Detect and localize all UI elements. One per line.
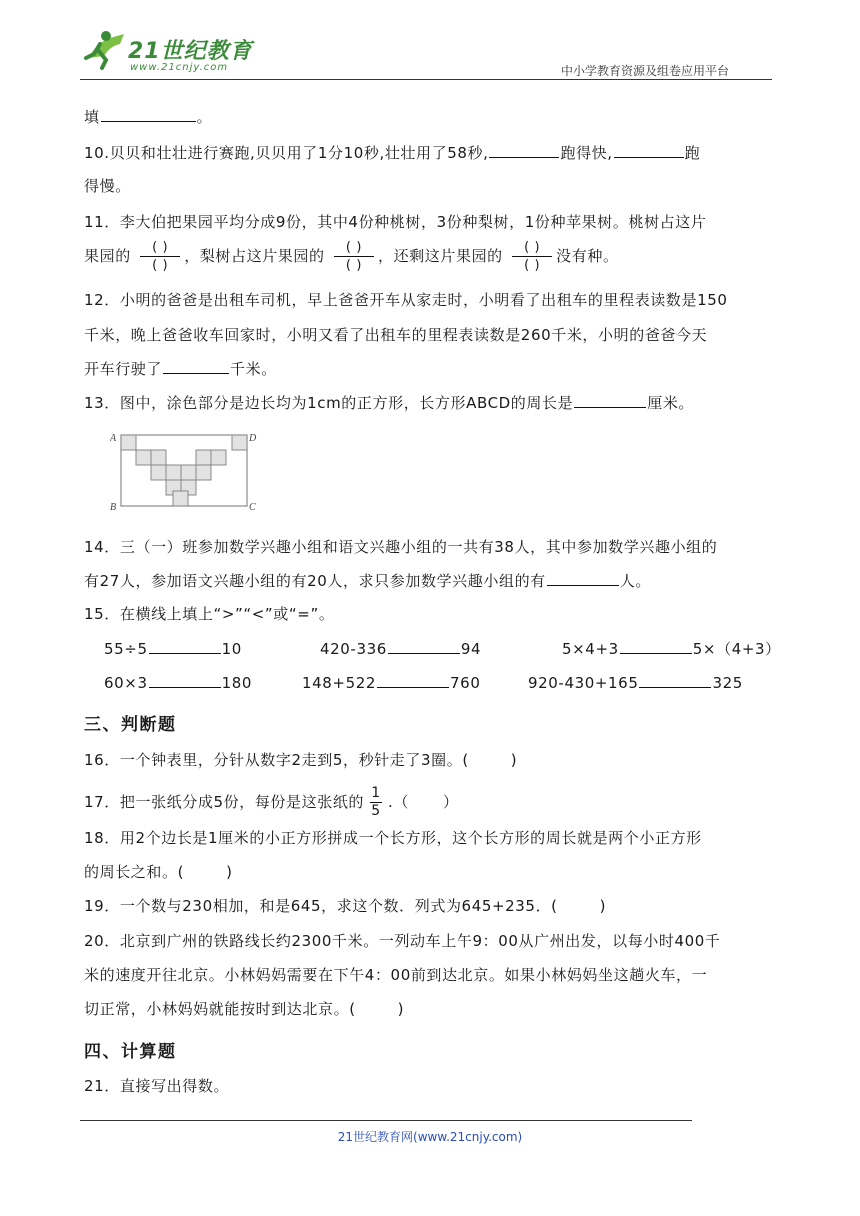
platform-label: 中小学教育资源及组卷应用平台 xyxy=(561,64,730,78)
question-11: 11．李大伯把果园平均分成9份，其中4份种桃树，3份种梨树，1份种苹果树。桃树占这片 xyxy=(84,213,707,231)
answer-blank[interactable] xyxy=(388,638,460,654)
vertex-label-c: C xyxy=(249,502,256,513)
question-17: 17．把一张纸分成5份，每份是这张纸的 $\frac{1}{5}$ .（ ） xyxy=(84,785,459,819)
question-15: 15．在横线上填上“>”“<”或“=”。 xyxy=(84,605,335,623)
logo-url: www.21cnjy.com xyxy=(130,62,229,73)
footer-text: 21世纪教育网(www.21cnjy.com) xyxy=(337,1130,523,1144)
question-12: 12．小明的爸爸是出租车司机，早上爸爸开车从家走时，小明看了出租车的里程表读数是150 xyxy=(84,291,728,309)
compare-item: 148+522 760 xyxy=(302,674,481,692)
question-20-line3: 切正常，小林妈妈就能按时到达北京。( ) xyxy=(84,1000,405,1018)
fraction-blank[interactable]: $\frac{( )}{( )}$ xyxy=(334,240,374,273)
rectangle-abcd-figure xyxy=(110,428,260,514)
logo-text: 21世纪教育 xyxy=(128,39,253,64)
question-10: 10.贝贝和壮壮进行赛跑,贝贝用了1分10秒,壮壮用了58秒, 跑得快, 跑 xyxy=(84,144,701,162)
answer-blank[interactable] xyxy=(149,638,221,654)
answer-blank[interactable] xyxy=(101,106,196,122)
answer-blank[interactable] xyxy=(489,142,559,158)
answer-blank[interactable] xyxy=(547,570,619,586)
question-20: 20．北京到广州的铁路线长约2300千米。一列动车上午9：00从广州出发，以每小时400千 xyxy=(84,932,721,950)
answer-blank[interactable] xyxy=(639,672,711,688)
question-14-line2: 有27人，参加语文兴趣小组的有20人，求只参加数学兴趣小组的有 人。 xyxy=(84,572,651,590)
compare-item: 60×3 180 xyxy=(104,674,253,692)
answer-blank[interactable] xyxy=(620,638,692,654)
fraction-blank[interactable]: $\frac{( )}{( )}$ xyxy=(512,240,552,273)
section-heading-calculation: 四、计算题 xyxy=(84,1042,177,1062)
question-20-line2: 米的速度开往北京。小林妈妈需要在下午4：00前到达北京。如果小林妈妈坐这趟火车，一 xyxy=(84,966,708,984)
answer-blank[interactable] xyxy=(574,392,646,408)
question-18-line2: 的周长之和。( ) xyxy=(84,863,233,881)
question-12-line3: 开车行驶了 千米。 xyxy=(84,360,277,378)
section-heading-judgement: 三、判断题 xyxy=(84,715,177,735)
answer-blank[interactable] xyxy=(163,358,229,374)
answer-blank[interactable] xyxy=(614,142,684,158)
question-11-line2: 果园的 $\frac{( )}{( )}$ ，梨树占这片果园的 $\frac{( )}{( )}$ ，还剩这片果园的 $\frac{( )}{( )}$ 没有种。 xyxy=(84,240,619,273)
question-19: 19．一个数与230相加，和是645，求这个数．列式为645+235．( ) xyxy=(84,897,607,915)
compare-item: 920-430+165 325 xyxy=(528,674,743,692)
question-13: 13．图中，涂色部分是边长均为1cm的正方形，长方形ABCD的周长是 厘米。 xyxy=(84,394,695,412)
compare-item: 5×4+3 5×（4+3） xyxy=(562,640,781,658)
vertex-label-b: B xyxy=(110,502,117,513)
vertex-label-a: A xyxy=(110,433,117,444)
logo-runner-icon xyxy=(80,28,130,72)
fraction-blank[interactable]: $\frac{( )}{( )}$ xyxy=(140,240,180,273)
fraction-one-fifth: $\frac{1}{5}$ xyxy=(371,785,381,819)
question-14: 14．三（一）班参加数学兴趣小组和语文兴趣小组的一共有38人，其中参加数学兴趣小组的 xyxy=(84,538,718,556)
header xyxy=(0,0,860,90)
question-10-line2: 得慢。 xyxy=(84,177,131,195)
compare-item: 420-336 94 xyxy=(320,640,482,658)
compare-item: 55÷5 10 xyxy=(104,640,242,658)
continuation-line: 填 。 xyxy=(84,108,213,126)
header-rule xyxy=(80,79,772,80)
question-12-line2: 千米，晚上爸爸收车回家时，小明又看了出租车的里程表读数是260千米，小明的爸爸今天 xyxy=(84,326,708,344)
question-18: 18．用2个边长是1厘米的小正方形拼成一个长方形，这个长方形的周长就是两个小正方形 xyxy=(84,829,702,847)
question-21: 21．直接写出得数。 xyxy=(84,1077,230,1095)
vertex-label-d: D xyxy=(249,433,257,444)
answer-blank[interactable] xyxy=(149,672,221,688)
question-16: 16．一个钟表里，分针从数字2走到5，秒针走了3圈。( ) xyxy=(84,751,518,769)
answer-blank[interactable] xyxy=(377,672,449,688)
footer-rule xyxy=(80,1120,692,1121)
